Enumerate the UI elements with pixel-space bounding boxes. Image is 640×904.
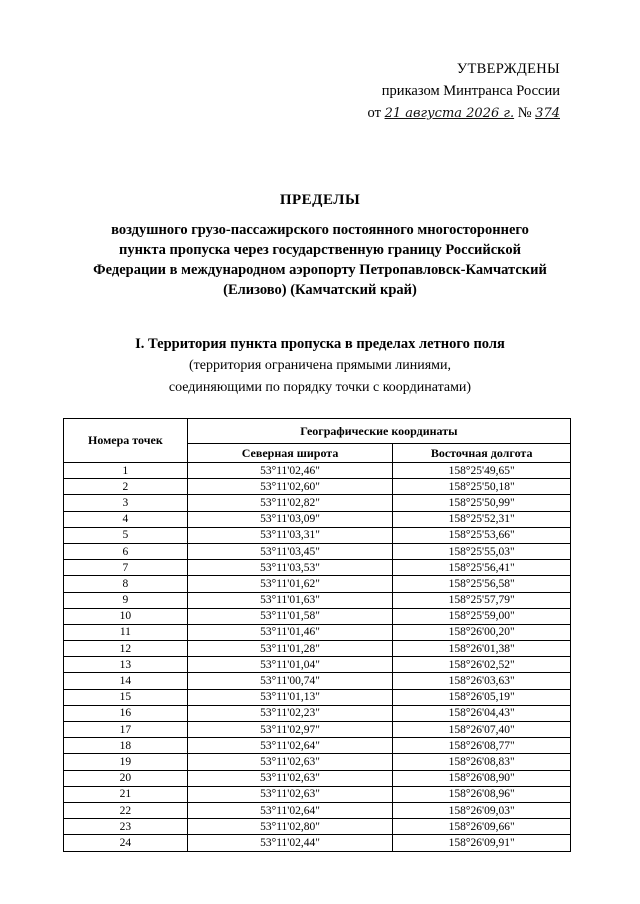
point-number-cell: 8 — [64, 576, 188, 592]
point-number-cell: 4 — [64, 511, 188, 527]
longitude-cell: 158°26'09,03" — [393, 802, 571, 818]
latitude-cell: 53°11'02,63" — [187, 754, 393, 770]
col-header-point: Номера точек — [64, 419, 188, 463]
longitude-cell: 158°25'57,79" — [393, 592, 571, 608]
table-row — [64, 657, 571, 673]
latitude-cell: 53°11'01,13" — [187, 689, 393, 705]
approval-date-line — [360, 102, 560, 125]
table-row — [64, 479, 571, 495]
latitude-cell: 53°11'02,23" — [187, 705, 393, 721]
approval-order-line: приказом Минтранса России — [381, 83, 560, 99]
table-row — [64, 543, 571, 559]
table-row — [64, 786, 571, 802]
latitude-cell: 53°11'03,09" — [187, 511, 393, 527]
point-number-cell: 17 — [64, 722, 188, 738]
col-header-geo: Географические координаты — [187, 419, 570, 444]
longitude-cell: 158°25'56,41" — [393, 560, 571, 576]
title-line: Федерации в международном аэропорту Петропавловск-Камчатский — [93, 262, 547, 278]
table-row — [64, 511, 571, 527]
latitude-cell: 53°11'02,80" — [187, 819, 393, 835]
point-number-cell: 24 — [64, 835, 188, 851]
table-row — [64, 560, 571, 576]
document-title — [0, 190, 640, 300]
longitude-cell: 158°26'02,52" — [393, 657, 571, 673]
col-header-lon: Восточная долгота — [393, 444, 571, 463]
section-heading: I. Территория пункта пропуска в пределах летного поля — [135, 336, 505, 352]
table-body — [64, 463, 571, 852]
latitude-cell: 53°11'00,74" — [187, 673, 393, 689]
point-number-cell: 6 — [64, 543, 188, 559]
point-number-cell: 21 — [64, 786, 188, 802]
table-row — [64, 819, 571, 835]
point-number-cell: 19 — [64, 754, 188, 770]
section-header — [0, 334, 640, 398]
longitude-cell: 158°26'08,83" — [393, 754, 571, 770]
point-number-cell: 22 — [64, 802, 188, 818]
latitude-cell: 53°11'01,58" — [187, 608, 393, 624]
coordinates-table — [63, 418, 571, 852]
latitude-cell: 53°11'02,82" — [187, 495, 393, 511]
table-row — [64, 463, 571, 479]
longitude-cell: 158°26'01,38" — [393, 641, 571, 657]
latitude-cell: 53°11'03,53" — [187, 560, 393, 576]
table-row — [64, 592, 571, 608]
col-header-lat: Северная широта — [187, 444, 393, 463]
latitude-cell: 53°11'01,04" — [187, 657, 393, 673]
table-row — [64, 673, 571, 689]
table-row — [64, 608, 571, 624]
point-number-cell: 7 — [64, 560, 188, 576]
point-number-cell: 5 — [64, 527, 188, 543]
table-row — [64, 770, 571, 786]
handwritten-date: 21 августа 2026 г. — [384, 106, 515, 121]
table-row — [64, 754, 571, 770]
title-line: воздушного грузо-пассажирского постоянного многостороннего — [111, 222, 529, 238]
title-line: (Елизово) (Камчатский край) — [223, 282, 417, 298]
point-number-cell: 2 — [64, 479, 188, 495]
longitude-cell: 158°26'07,40" — [393, 722, 571, 738]
date-prefix: от — [367, 105, 381, 121]
point-number-cell: 23 — [64, 819, 188, 835]
table-row — [64, 705, 571, 721]
point-number-cell: 18 — [64, 738, 188, 754]
longitude-cell: 158°25'55,03" — [393, 543, 571, 559]
point-number-cell: 20 — [64, 770, 188, 786]
table-row — [64, 641, 571, 657]
table-row — [64, 722, 571, 738]
longitude-cell: 158°26'03,63" — [393, 673, 571, 689]
point-number-cell: 1 — [64, 463, 188, 479]
latitude-cell: 53°11'02,44" — [187, 835, 393, 851]
table-row — [64, 495, 571, 511]
latitude-cell: 53°11'02,64" — [187, 738, 393, 754]
longitude-cell: 158°25'59,00" — [393, 608, 571, 624]
longitude-cell: 158°25'50,18" — [393, 479, 571, 495]
latitude-cell: 53°11'03,45" — [187, 543, 393, 559]
latitude-cell: 53°11'02,64" — [187, 802, 393, 818]
approval-heading: УТВЕРЖДЕНЫ — [456, 61, 560, 77]
longitude-cell: 158°25'50,99" — [393, 495, 571, 511]
section-subtitle-line: (территория ограничена прямыми линиями, — [188, 358, 452, 373]
point-number-cell: 13 — [64, 657, 188, 673]
table-row — [64, 576, 571, 592]
table-row — [64, 738, 571, 754]
latitude-cell: 53°11'02,97" — [187, 722, 393, 738]
point-number-cell: 15 — [64, 689, 188, 705]
number-label: № — [517, 105, 532, 121]
longitude-cell: 158°26'09,91" — [393, 835, 571, 851]
longitude-cell: 158°26'08,96" — [393, 786, 571, 802]
section-subtitle-line: соединяющими по порядку точки с координатами) — [168, 380, 472, 395]
point-number-cell: 11 — [64, 624, 188, 640]
point-number-cell: 9 — [64, 592, 188, 608]
longitude-cell: 158°26'08,90" — [393, 770, 571, 786]
longitude-cell: 158°26'00,20" — [393, 624, 571, 640]
handwritten-number: 374 — [535, 106, 560, 121]
point-number-cell: 3 — [64, 495, 188, 511]
latitude-cell: 53°11'02,63" — [187, 786, 393, 802]
latitude-cell: 53°11'01,46" — [187, 624, 393, 640]
latitude-cell: 53°11'01,28" — [187, 641, 393, 657]
longitude-cell: 158°25'56,58" — [393, 576, 571, 592]
approval-block — [360, 58, 560, 125]
point-number-cell: 10 — [64, 608, 188, 624]
latitude-cell: 53°11'01,62" — [187, 576, 393, 592]
latitude-cell: 53°11'03,31" — [187, 527, 393, 543]
longitude-cell: 158°26'05,19" — [393, 689, 571, 705]
point-number-cell: 14 — [64, 673, 188, 689]
table-row — [64, 689, 571, 705]
title-line: пункта пропуска через государственную границу Российской — [119, 242, 521, 258]
longitude-cell: 158°25'53,66" — [393, 527, 571, 543]
latitude-cell: 53°11'01,63" — [187, 592, 393, 608]
table-row — [64, 835, 571, 851]
title-main: ПРЕДЕЛЫ — [279, 192, 361, 208]
longitude-cell: 158°25'49,65" — [393, 463, 571, 479]
latitude-cell: 53°11'02,46" — [187, 463, 393, 479]
table-row — [64, 527, 571, 543]
longitude-cell: 158°26'04,43" — [393, 705, 571, 721]
longitude-cell: 158°26'08,77" — [393, 738, 571, 754]
longitude-cell: 158°25'52,31" — [393, 511, 571, 527]
longitude-cell: 158°26'09,66" — [393, 819, 571, 835]
table-row — [64, 624, 571, 640]
latitude-cell: 53°11'02,63" — [187, 770, 393, 786]
table-row — [64, 802, 571, 818]
latitude-cell: 53°11'02,60" — [187, 479, 393, 495]
point-number-cell: 12 — [64, 641, 188, 657]
point-number-cell: 16 — [64, 705, 188, 721]
